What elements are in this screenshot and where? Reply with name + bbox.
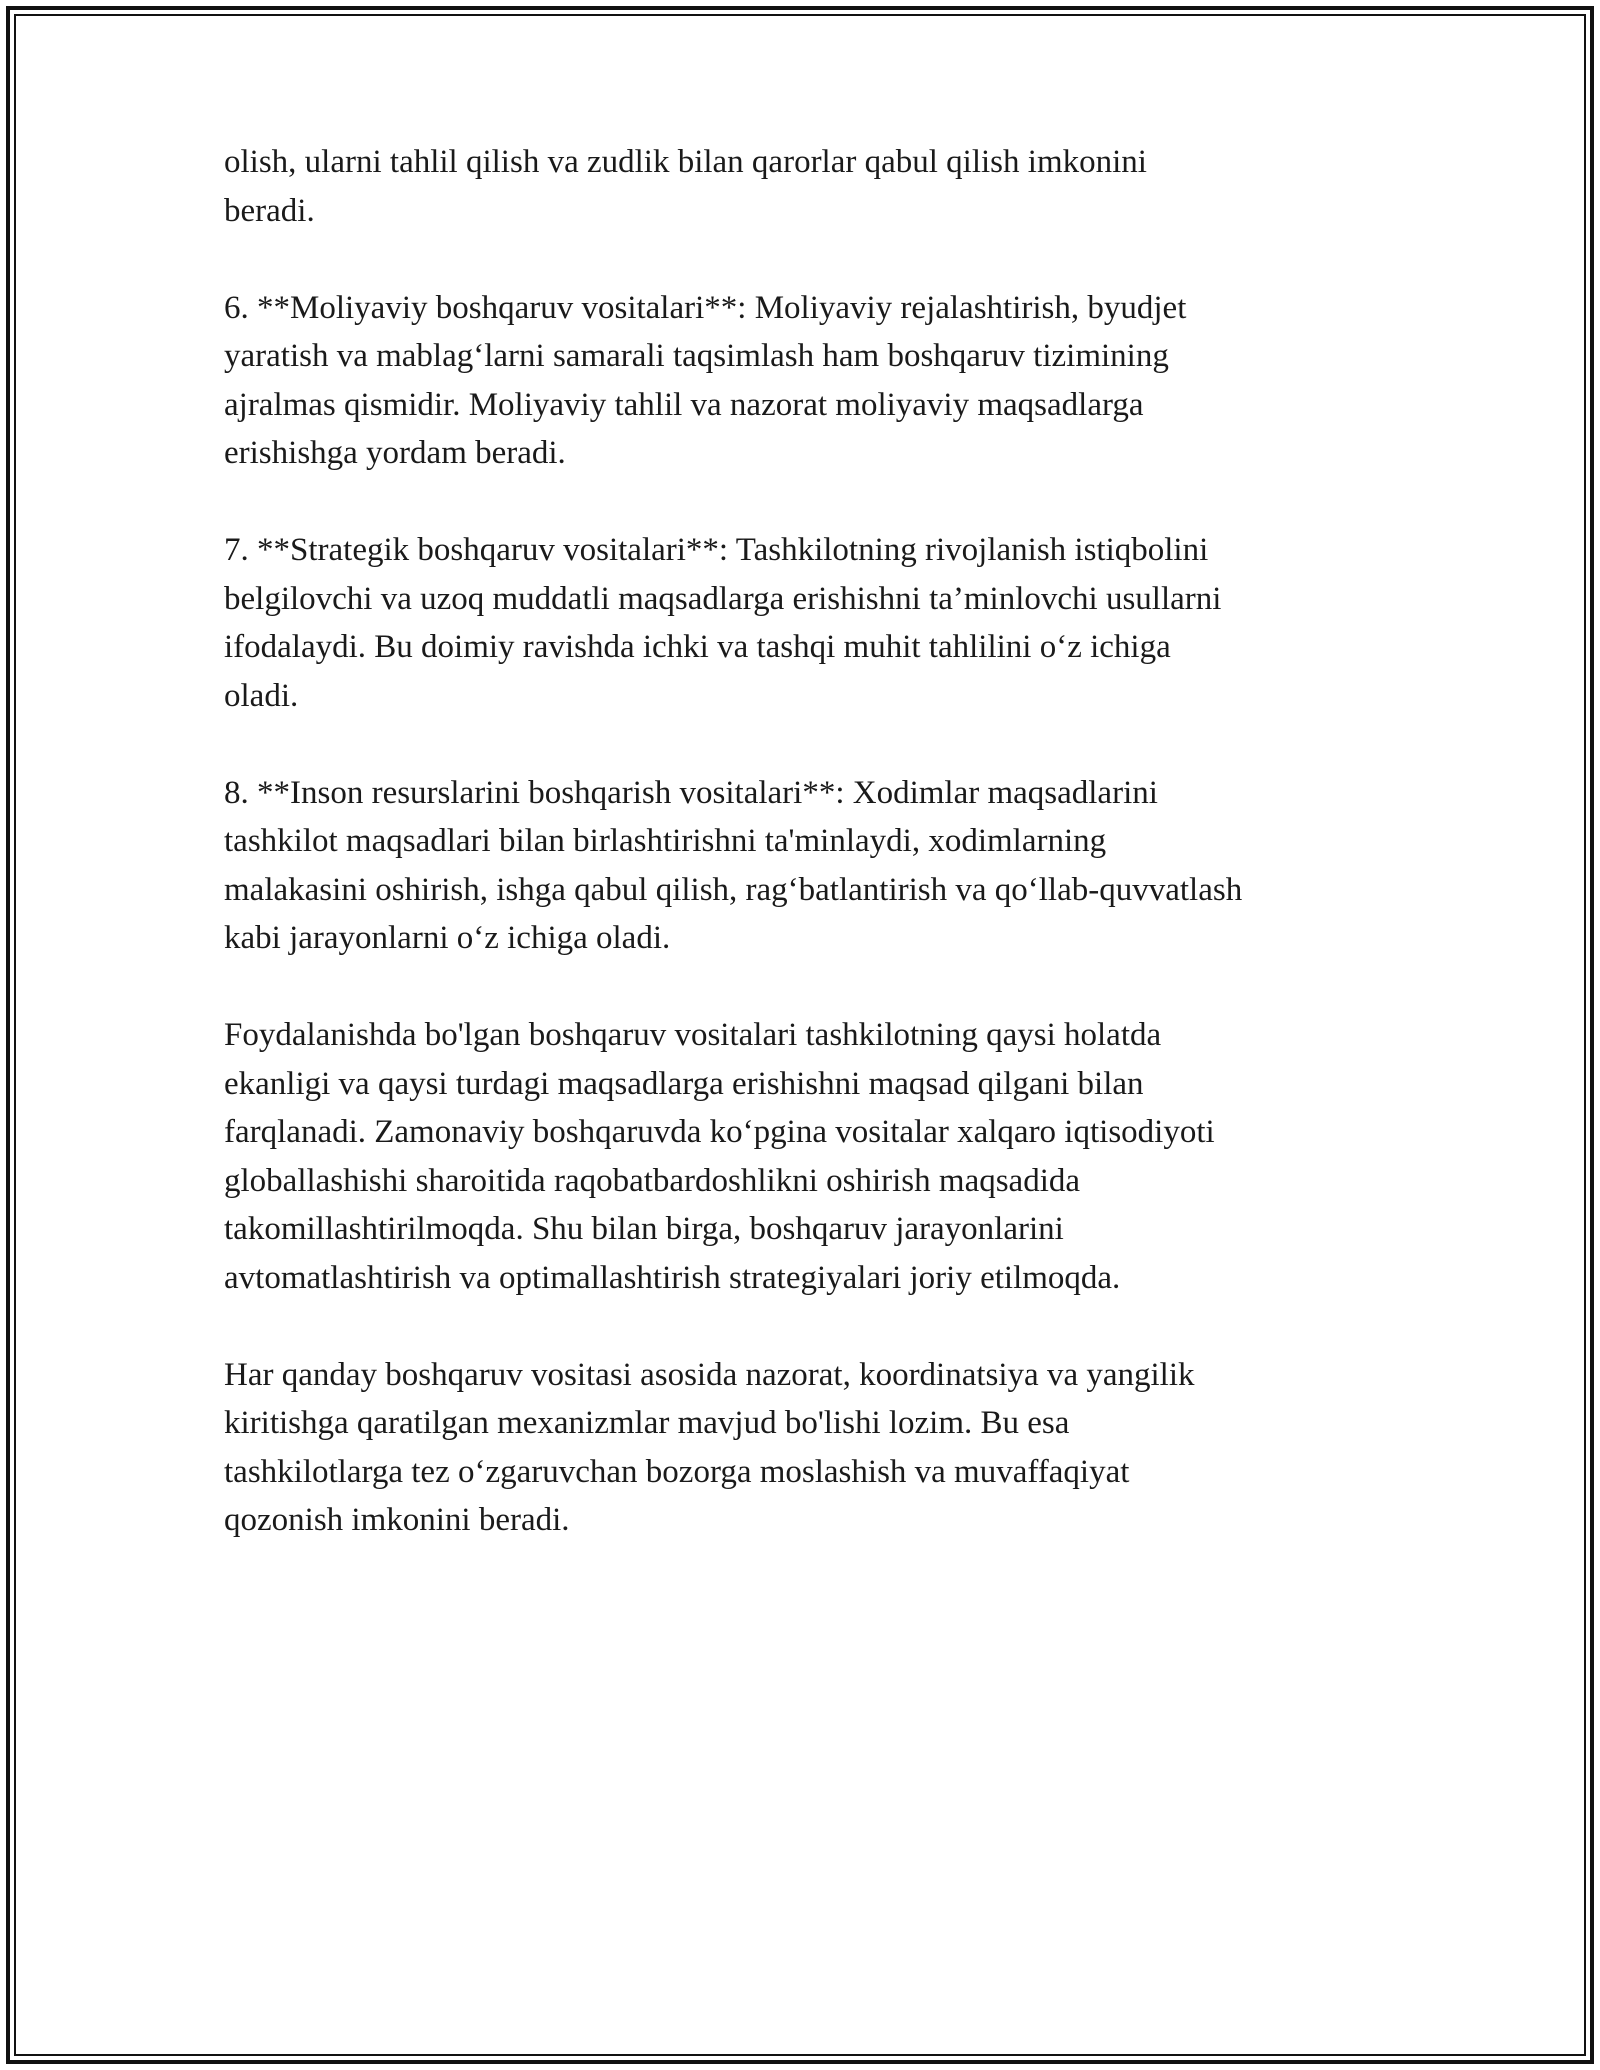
paragraph-financial-tools (224, 284, 1384, 478)
text-line: 7. **Strategik boshqaruv vositalari**: Tashkilotning rivojlanish istiqbolini (224, 532, 1209, 568)
text-line: avtomatlashtirish va optimallashtirish strategiyalari joriy etilmoqda. (224, 1259, 1121, 1296)
paragraph-hr-tools (224, 769, 1384, 963)
document-body (224, 138, 1384, 1593)
text-line: takomillashtirilmoqda. Shu bilan birga, boshqaruv jarayonlarini (224, 1211, 1064, 1247)
text-line: olish, ularni tahlil qilish va zudlik bilan qarorlar qabul qilish imkonini (224, 144, 1147, 180)
text-line: oladi. (224, 677, 299, 714)
paragraph-usage-summary (224, 1011, 1384, 1302)
text-line: ekanligi va qaysi turdagi maqsadlarga erishishni maqsad qilgani bilan (224, 1065, 1144, 1102)
text-line: ifodalaydi. Bu doimiy ravishda ichki va tashqi muhit tahlilini o‘z ichiga (224, 629, 1171, 665)
text-line: tashkilot maqsadlari bilan birlashtirishni ta'minlaydi, xodimlarning (224, 823, 1107, 859)
paragraph-strategic-tools (224, 526, 1384, 720)
text-line: 8. **Inson resurslarini boshqarish vositalari**: Xodimlar maqsadlarini (224, 774, 1158, 811)
text-line: globallashishi sharoitida raqobatbardoshlikni oshirish maqsadida (224, 1162, 1081, 1199)
text-line: Foydalanishda bo'lgan boshqaruv vositalari tashkilotning qaysi holatda (224, 1017, 1162, 1053)
paragraph-continuation (224, 138, 1384, 235)
text-line: malakasini oshirish, ishga qabul qilish, rag‘batlantirish va qo‘llab-quvvatlash (224, 871, 1243, 908)
paragraph-conclusion (224, 1351, 1384, 1545)
text-line: qozonish imkonini beradi. (224, 1502, 570, 1538)
text-line: kabi jarayonlarni o‘z ichiga oladi. (224, 920, 671, 956)
text-line: 6. **Moliyaviy boshqaruv vositalari**: Moliyaviy rejalashtirish, byudjet (224, 289, 1187, 326)
text-line: erishishga yordam beradi. (224, 435, 566, 471)
text-line: tashkilotlarga tez o‘zgaruvchan bozorga moslashish va muvaffaqiyat (224, 1453, 1130, 1490)
text-line: ajralmas qismidir. Moliyaviy tahlil va nazorat moliyaviy maqsadlarga (224, 386, 1144, 423)
text-line: beradi. (224, 192, 315, 229)
text-line: farqlanadi. Zamonaviy boshqaruvda ko‘pgina vositalar xalqaro iqtisodiyoti (224, 1114, 1215, 1150)
text-line: Har qanday boshqaruv vositasi asosida nazorat, koordinatsiya va yangilik (224, 1356, 1195, 1393)
text-line: yaratish va mablag‘larni samarali taqsimlash ham boshqaruv tizimining (224, 338, 1169, 374)
text-line: kiritishga qaratilgan mexanizmlar mavjud bo'lishi lozim. Bu esa (224, 1405, 1070, 1441)
text-line: belgilovchi va uzoq muddatli maqsadlarga erishishni ta’minlovchi usullarni (224, 580, 1222, 617)
